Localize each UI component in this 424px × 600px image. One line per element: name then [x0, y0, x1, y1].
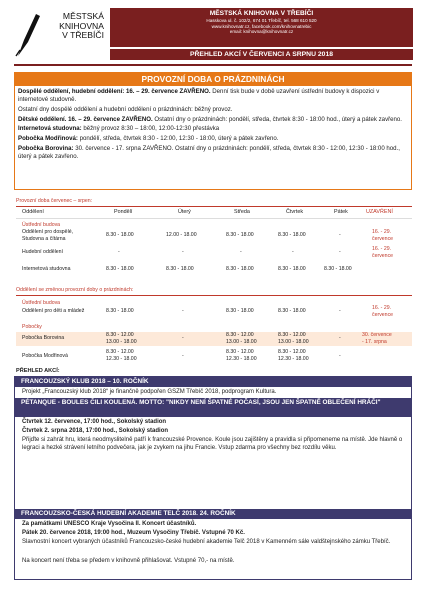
cell-thu: 13.00 - 18.00	[278, 339, 309, 345]
cell-mon: 12.30 - 18.00	[106, 356, 137, 362]
cell-wed: 13.00 - 18.00	[226, 339, 257, 345]
cell-mon: 8.30 - 18.00	[106, 266, 134, 272]
table-group: Ústřední budova	[22, 300, 61, 306]
hours-bold: Pobočka Borovina:	[18, 144, 74, 152]
cell-fri: -	[339, 232, 341, 238]
col-header: Úterý	[178, 209, 191, 215]
library-address: Hasskova ul. č. 102/2, 674 01 Třebíč, tel. 568 610 520	[206, 18, 317, 23]
event-text: Slavnostní koncert vybraných účastníků Francouzsko-české hudební akademie Telč 2018 v Kamenném sále valdštejnského zámku Třebíč.	[22, 539, 391, 545]
hours-text: běžný provoz 8:30 – 18:00, 12:00-12:30 přestávka	[81, 125, 220, 133]
cell-thu: 12.30 - 18.00	[278, 356, 309, 362]
logo-text	[38, 12, 104, 41]
logo-line: V TŘEBÍČI	[62, 30, 104, 41]
cell-tue: -	[182, 353, 184, 359]
hours-paragraph	[18, 88, 410, 104]
event-band: PÉTANQUE - BOULES ČILI KOULENÁ. MOTTO: "NIKDY NENÍ ŠPATNÉ POČASÍ, JSOU JEN ŠPATNĚ OBLEČENÍ HRÁČI"	[15, 398, 411, 417]
cell-closed: 16. - 29.	[372, 246, 392, 252]
cell-mon: 8.30 - 12.00	[106, 349, 134, 355]
cell-mon: 8.30 - 18.00	[106, 308, 134, 314]
cell-fri: 8.30 - 18.00	[324, 266, 352, 272]
cell-mon: 8.30 - 18.00	[106, 232, 134, 238]
hours-box-title: PROVOZNÍ DOBA O PRÁZDNINÁCH	[14, 72, 412, 86]
row-name: Pobočka Modřinová	[22, 353, 68, 359]
row-name: Studovna a čítárna	[22, 236, 66, 242]
table-rule	[16, 218, 412, 219]
event-date: Pátek 20. července 2018, 19:00 hod., Muzeum Vysočiny Třebíč. Vstupné 70 Kč.	[22, 530, 245, 536]
table-group: Pobočky	[22, 324, 42, 330]
cell-wed: 8.30 - 18.00	[226, 232, 254, 238]
cell-wed: 8.30 - 12.00	[226, 349, 254, 355]
cell-wed: 8.30 - 18.00	[226, 266, 254, 272]
table-caption: Provozní doba červenec – srpen:	[16, 198, 93, 204]
hours-bold: Dětské oddělení. 16. – 29. července ZAVŘENO.	[18, 115, 153, 123]
row-highlight	[16, 332, 412, 346]
cell-mon: 13.00 - 18.00	[106, 339, 137, 345]
cell-fri: -	[339, 249, 341, 255]
hours-bold: Dospělé oddělení, hudební oddělení: 16. – 29. července ZAVŘENO.	[18, 88, 211, 95]
col-header: UZAVŘENÍ	[366, 209, 393, 215]
cell-thu: 8.30 - 18.00	[278, 308, 306, 314]
cell-closed: 30. července	[362, 332, 392, 338]
col-header: Oddělení	[22, 209, 44, 215]
cell-closed: července	[372, 312, 394, 318]
cell-closed: 16. - 29.	[372, 305, 392, 311]
cell-wed: 12.30 - 18.00	[226, 356, 257, 362]
cell-tue: -	[182, 308, 184, 314]
hours-paragraph: Ostatní dny dospělé oddělení a hudební oddělení o prázdninách: běžný provoz.	[18, 105, 233, 113]
event-date: Čtvrtek 12. července, 17:00 hod., Sokolský stadion	[22, 419, 167, 425]
col-header: Středa	[234, 209, 250, 215]
hours-box-body	[18, 88, 410, 163]
hours-paragraph	[18, 125, 410, 133]
row-name: Hudební oddělení	[22, 249, 63, 255]
header-divider	[14, 64, 412, 66]
cell-thu: -	[292, 249, 294, 255]
table-caption: Oddělení se změnou provozní doby o prázdninách:	[16, 287, 134, 293]
hours-table-changes	[16, 287, 412, 365]
cell-fri: -	[339, 308, 341, 314]
cell-closed: 16. - 29.	[372, 229, 392, 235]
page-subtitle: PŘEHLED AKCÍ V ČERVENCI A SRPNU 2018	[110, 49, 413, 60]
hours-paragraph	[18, 135, 410, 143]
logo-line: MĚSTSKÁ	[62, 11, 104, 21]
cell-thu: 8.30 - 18.00	[278, 232, 306, 238]
logo-line: KNIHOVNA	[59, 20, 104, 31]
cell-mon: 8.30 - 12.00	[106, 332, 134, 338]
table-caption-rule	[16, 295, 412, 296]
library-web[interactable]: www.knihovnatr.cz, facebook.com/knihovnatrebic	[211, 23, 312, 29]
events-heading: PŘEHLED AKCÍ:	[16, 368, 60, 374]
library-title: MĚSTSKÁ KNIHOVNA V TŘEBÍČI	[209, 10, 314, 17]
hours-text: Ostatní dny o prázdninách: pondělí, středa, čtvrtek 8:30 - 18:00 hod., úterý a pátek zavřeno.	[152, 115, 403, 123]
event-text: Přijďte si zahrát hru, která neodmyslitelně patří k francouzské Provence. Koule jsou zajištěny a pravidla si připomeneme na místě. Jde hlavně o legraci a hezké strávení letního podvečera, jak je zvykem na jihu Francie. Vstup zdarma pro všechny bez rozdílu věku.	[22, 437, 403, 451]
col-header: Pondělí	[114, 209, 133, 215]
cell-closed: - 17. srpna	[362, 339, 387, 345]
event-note: Na koncert není třeba se předem v knihovně přihlašovat. Vstupné 70,- na místě.	[22, 558, 235, 564]
cell-wed: 8.30 - 12.00	[226, 332, 254, 338]
header-band	[110, 8, 413, 47]
cell-fri: -	[339, 335, 341, 341]
cell-fri: -	[339, 353, 341, 359]
cell-wed: 8.30 - 18.00	[226, 308, 254, 314]
hours-text: Denní tisk bude v době uzavření ústřední budovy k dispozici v internetové studovně.	[18, 88, 380, 104]
table-group: Ústřední budova	[22, 222, 61, 228]
row-name: Pobočka Borovina	[22, 335, 65, 341]
library-email[interactable]: email: knihovna@knihovnatr.cz	[229, 29, 294, 35]
hours-text: 30. července - 17. srpna ZAVŘENO. Ostatní dny o prázdninách: pondělí, středa, čtvrtek 8:30 - 12:00, 12:30 - 18:00 hod., úterý a pátek zavřeno.	[18, 144, 400, 160]
hours-text: pondělí, středa, čtvrtek 8:30 - 12:00, 12:30 - 18:00, úterý a pátek zavřeno.	[77, 135, 279, 143]
hours-bold: Internetová studovna:	[18, 125, 82, 133]
event-text: Projekt „Francouzský klub 2018“ je finančně podpořen GSZM Třebíč 2018, podprogram Kultura.	[22, 389, 277, 395]
cell-closed: července	[372, 236, 394, 242]
row-name: Oddělení pro dospělé,	[22, 229, 74, 235]
row-name: Oddělení pro děti a mládež	[22, 308, 85, 314]
col-header: Pátek	[334, 209, 348, 215]
table-caption-rule	[16, 206, 412, 207]
row-name: Internetová studovna	[22, 266, 71, 272]
hours-paragraph	[18, 116, 410, 124]
event-band: FRANCOUZSKO-ČESKÁ HUDEBNÍ AKADEMIE TELČ 2018. 24. ROČNÍK	[15, 509, 411, 519]
cell-closed: července	[372, 253, 394, 259]
cell-thu: 8.30 - 12.00	[278, 332, 306, 338]
hours-table-summer	[16, 198, 412, 282]
event-band: FRANCOUZSKÝ KLUB 2018 – 10. ROČNÍK	[15, 377, 411, 387]
event-date: Čtvrtek 2. srpna 2018, 17:00 hod., Sokolský stadion	[22, 428, 169, 434]
event-date: Za památkami UNESCO Kraje Vysočina II. Koncert účastníků.	[22, 521, 197, 527]
cell-tue: -	[182, 249, 184, 255]
cell-mon: -	[118, 249, 120, 255]
cell-tue: 12.00 - 18.00	[166, 232, 197, 238]
col-header: Čtvrtek	[286, 209, 304, 215]
cell-tue: -	[182, 335, 184, 341]
hours-paragraph	[18, 145, 410, 161]
cell-tue: 8.30 - 18.00	[166, 266, 194, 272]
cell-wed: -	[240, 249, 242, 255]
cell-thu: 8.30 - 12.00	[278, 349, 306, 355]
cell-thu: 8.30 - 18.00	[278, 266, 306, 272]
hours-bold: Pobočka Modřinová:	[18, 135, 78, 143]
